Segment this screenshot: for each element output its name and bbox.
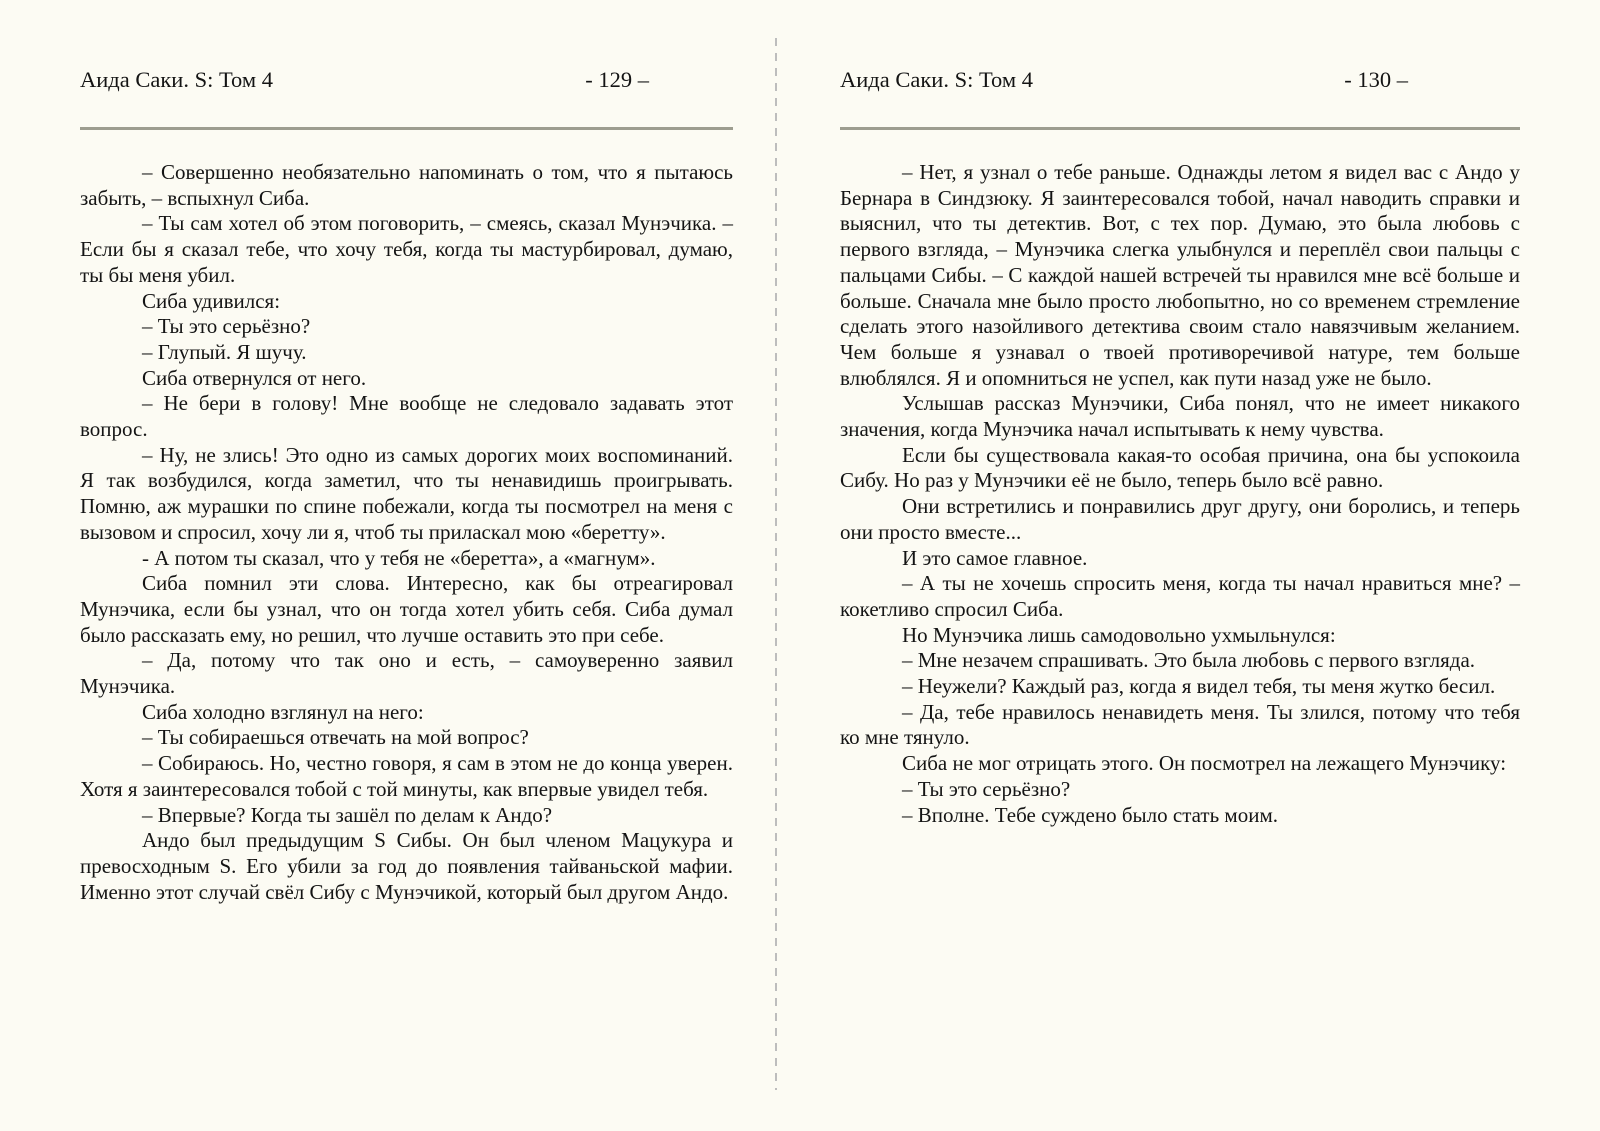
paragraph: Услышав рассказ Мунэчики, Сиба понял, что не имеет никакого значения, когда Мунэчика начал испытывать к нему чувства. bbox=[840, 391, 1520, 442]
paragraph: – Впервые? Когда ты зашёл по делам к Андо? bbox=[142, 802, 553, 827]
page-header bbox=[80, 66, 733, 94]
paragraph: – Да, потому что так оно и есть, – самоуверенно заявил Мунэчика. bbox=[80, 648, 733, 699]
paragraph: Сиба не мог отрицать этого. Он посмотрел на лежащего Мунэчику: bbox=[902, 751, 1507, 776]
paragraph: – Собираюсь. Но, честно говоря, я сам в этом не до конца уверен. Хотя я заинтересовался тобой с той минуты, как впервые увидел тебя. bbox=[80, 751, 733, 801]
paragraph: – Совершенно необязательно напоминать о том, что я пытаюсь забыть, – вспыхнул Сиба. bbox=[80, 160, 733, 210]
paragraph: – Ты сам хотел об этом поговорить, – смеясь, сказал Мунэчика. – Если бы я сказал тебе, что хочу тебя, когда ты мастурбировал, думаю, ты бы меня убил. bbox=[80, 211, 733, 287]
paragraph: – А ты не хочешь спросить меня, когда ты начал нравиться мне? – кокетливо спросил Сиба. bbox=[840, 571, 1520, 621]
paragraph: – Ну, не злись! Это одно из самых дорогих моих воспоминаний. Я так возбудился, когда заметил, что ты ненавидишь проигрывать. Помню, аж мурашки по спине побежали, когда ты посмотрел на меня с вызовом и спросил, хочу ли я, чтоб ты приласкал мою «беретту». bbox=[80, 442, 733, 544]
paragraph: Но Мунэчика лишь самодовольно ухмыльнулся: bbox=[902, 622, 1336, 647]
paragraph: – Не бери в голову! Мне вообще не следовало задавать этот вопрос. bbox=[80, 391, 733, 442]
paragraph: – Мне незачем спрашивать. Это была любовь с первого взгляда. bbox=[902, 648, 1476, 673]
paragraph: – Нет, я узнал о тебе раньше. Однажды летом я видел вас с Андо у Бернара в Синдзюку. Я заинтересовался тобой, начал наводить справки и выяснил, что ты детектив. Вот, с тех пор. Думаю, это была любовь с первого взгляда, – Мунэчика слегка улыбнулся и переплёл свои пальцы с пальцами Сибы. – С каждой нашей встречей ты нравился мне всё больше и больше. Сначала мне было просто любопытно, но со временем стремление сделать этого назойливого детектива своим стало навязчивым желанием. Чем больше я узнавал о твоей противоречивой натуре, тем больше влюблялся. Я и опомниться не успел, как пути назад уже не было. bbox=[840, 160, 1520, 390]
page-header bbox=[840, 66, 1520, 94]
paragraph: Если бы существовала какая-то особая причина, она бы успокоила Сибу. Но раз у Мунэчики её не было, теперь было всё равно. bbox=[840, 442, 1520, 493]
paragraph: Сиба помнил эти слова. Интересно, как бы отреагировал Мунэчика, если бы узнал, что он тогда хотел убить себя. Сиба думал было рассказать ему, но решил, что лучше оставить это при себе. bbox=[80, 571, 733, 647]
paragraph: Сиба холодно взглянул на него: bbox=[142, 699, 424, 724]
paragraph: – Да, тебе нравилось ненавидеть меня. Ты злился, потому что тебя ко мне тянуло. bbox=[840, 699, 1520, 750]
paragraph: Андо был предыдущим S Сибы. Он был членом Мацукура и превосходным S. Его убили за год до появления тайваньской мафии. Именно этот случай свёл Сибу с Мунэчикой, который был другом Андо. bbox=[80, 828, 733, 904]
paragraph: - А потом ты сказал, что у тебя не «беретта», а «магнум». bbox=[142, 545, 656, 570]
paragraph: – Неужели? Каждый раз, когда я видел тебя, ты меня жутко бесил. bbox=[902, 674, 1496, 699]
paragraph: Они встретились и понравились друг другу, они боролись, и теперь они просто вместе... bbox=[840, 494, 1520, 544]
page-number: - 130 – bbox=[1344, 67, 1408, 92]
paragraph: И это самое главное. bbox=[902, 545, 1088, 570]
running-title: Аида Саки. S: Том 4 bbox=[840, 67, 1033, 92]
paragraph: Сиба удивился: bbox=[142, 288, 281, 313]
paragraph: – Глупый. Я шучу. bbox=[142, 339, 307, 364]
running-title: Аида Саки. S: Том 4 bbox=[80, 67, 273, 92]
page-body bbox=[840, 160, 1520, 828]
paragraph: – Ты собираешься отвечать на мой вопрос? bbox=[142, 725, 529, 750]
paragraph: – Ты это серьёзно? bbox=[142, 314, 311, 339]
page-divider bbox=[775, 38, 777, 1090]
page-129 bbox=[80, 66, 733, 905]
page-number: - 129 – bbox=[585, 67, 649, 92]
page-body bbox=[80, 160, 733, 905]
paragraph: Сиба отвернулся от него. bbox=[142, 365, 367, 390]
page-130 bbox=[840, 66, 1520, 828]
paragraph: – Ты это серьёзно? bbox=[902, 776, 1071, 801]
header-rule bbox=[840, 127, 1520, 130]
paragraph: – Вполне. Тебе суждено было стать моим. bbox=[902, 802, 1278, 827]
header-rule bbox=[80, 127, 733, 130]
